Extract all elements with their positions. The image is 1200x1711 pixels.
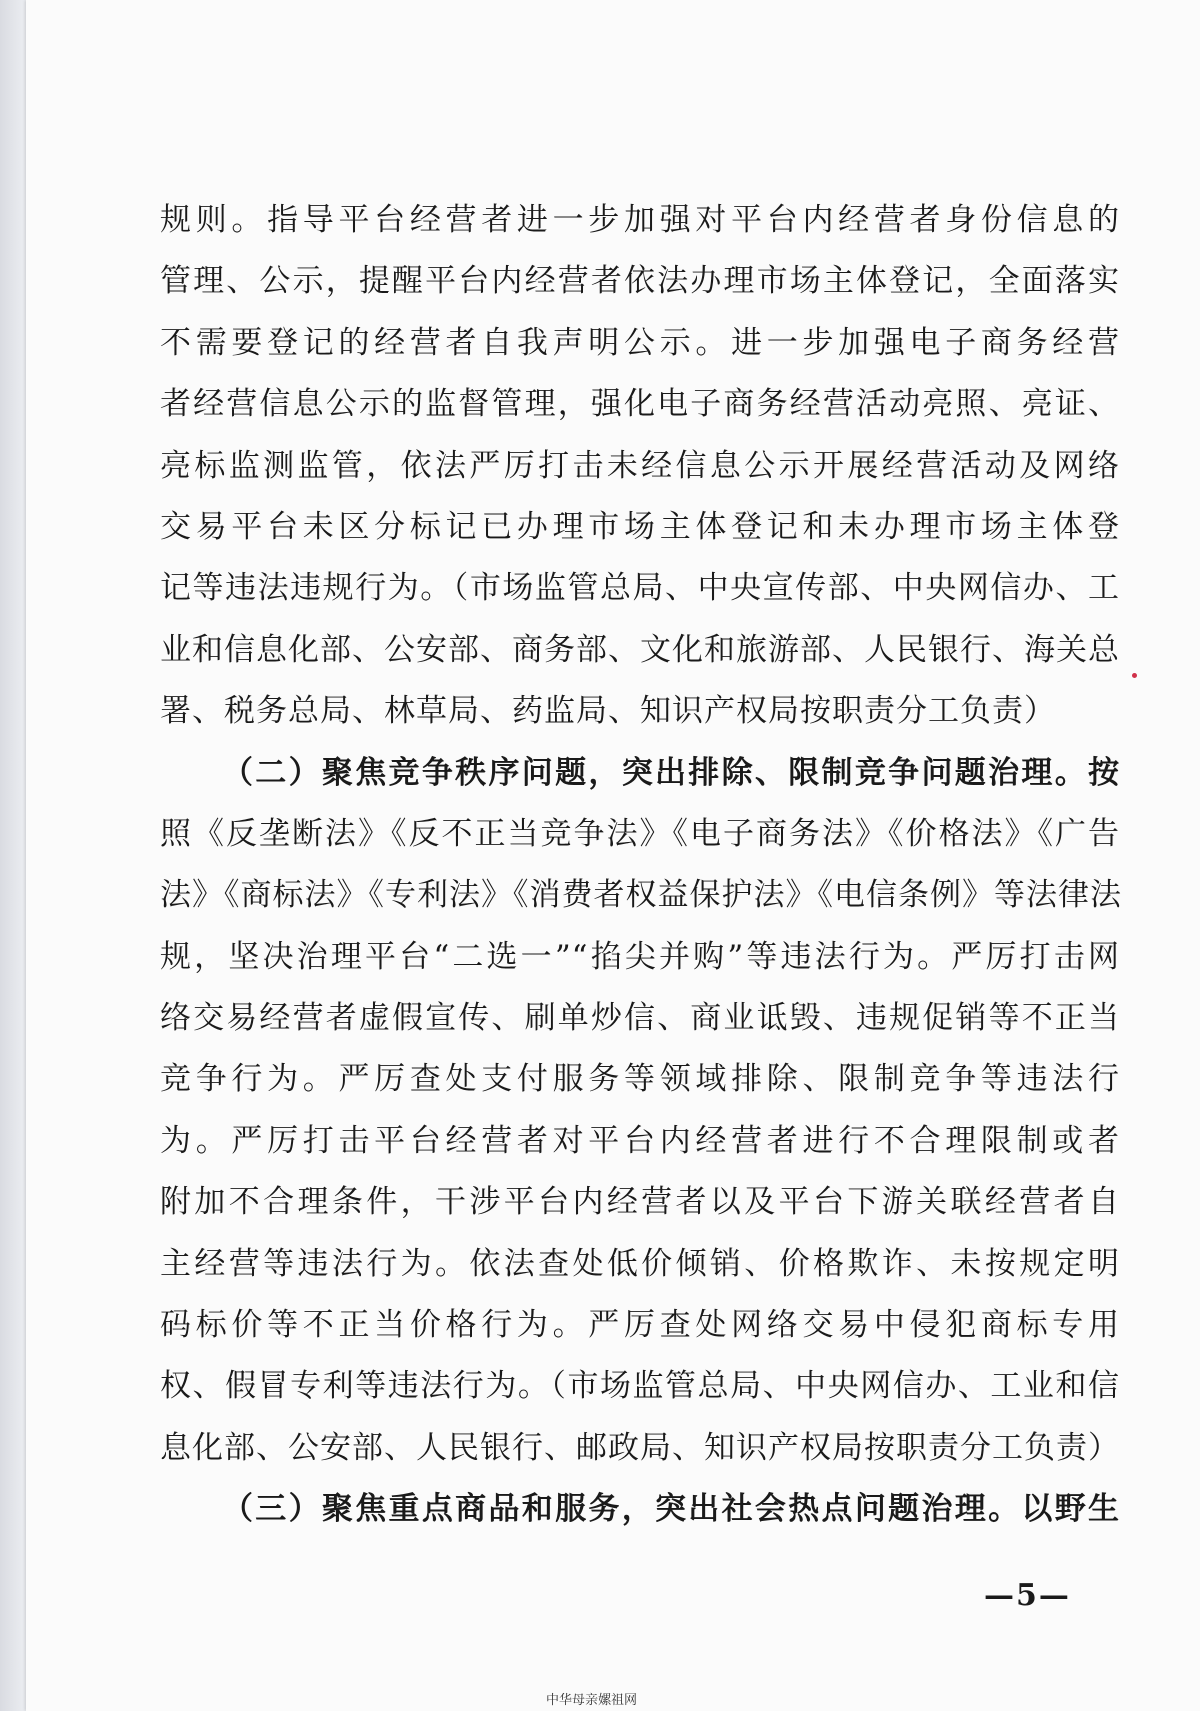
text-line: 照《反垄断法》《反不正当竞争法》《电子商务法》《价格法》《广告: [160, 815, 1120, 852]
text-line: 码标价等不正当价格行为。严厉查处网络交易中侵犯商标专用: [160, 1307, 1120, 1344]
text-line: 附加不合理条件，干涉平台内经营者以及平台下游关联经营者自: [160, 1184, 1120, 1221]
text-line: 为。严厉打击平台经营者对平台内经营者进行不合理限制或者: [160, 1122, 1120, 1159]
section-heading-line: （三）聚焦重点商品和服务，突出社会热点问题治理。以野生: [222, 1491, 1120, 1528]
text-line: 主经营等违法行为。依法查处低价倾销、价格欺诈、未按规定明: [160, 1245, 1120, 1282]
site-watermark: 中华母亲嫘祖网: [546, 1693, 638, 1708]
text-line: 竞争行为。严厉查处支付服务等领域排除、限制竞争等违法行: [160, 1061, 1120, 1098]
text-line: 规则。指导平台经营者进一步加强对平台内经营者身份信息的: [160, 202, 1120, 238]
ink-mark: [1132, 673, 1137, 678]
text-line: 权、假冒专利等违法行为。（市场监管总局、中央网信办、工业和信: [160, 1368, 1120, 1405]
text-line: 记等违法违规行为。（市场监管总局、中央宣传部、中央网信办、工: [160, 570, 1120, 607]
document-body: [160, 190, 1120, 1541]
text-line: 规，坚决治理平台“二选一”“掐尖并购”等违法行为。严厉打击网: [160, 938, 1120, 975]
section-heading-line: （二）聚焦竞争秩序问题，突出排除、限制竞争问题治理。按: [222, 754, 1120, 791]
text-line: 息化部、公安部、人民银行、邮政局、知识产权局按职责分工负责）: [160, 1429, 1120, 1466]
text-line: 业和信息化部、公安部、商务部、文化和旅游部、人民银行、海关总: [160, 631, 1120, 668]
text-line: 署、税务总局、林草局、药监局、知识产权局按职责分工负责）: [160, 693, 1056, 730]
page-number: —5—: [984, 1578, 1071, 1613]
text-line: 法》《商标法》《专利法》《消费者权益保护法》《电信条例》等法律法: [160, 877, 1122, 914]
text-line: 者经营信息公示的监督管理，强化电子商务经营活动亮照、亮证、: [160, 386, 1120, 423]
text-line: 络交易经营者虚假宣传、刷单炒信、商业诋毁、违规促销等不正当: [160, 1000, 1120, 1037]
text-line: 亮标监测监管，依法严厉打击未经信息公示开展经营活动及网络: [160, 447, 1120, 484]
page-edge: [0, 0, 26, 1711]
text-line: 管理、公示，提醒平台内经营者依法办理市场主体登记，全面落实: [160, 263, 1120, 300]
text-line: 不需要登记的经营者自我声明公示。进一步加强电子商务经营: [160, 324, 1120, 361]
text-line: 交易平台未区分标记已办理市场主体登记和未办理市场主体登: [160, 508, 1120, 545]
